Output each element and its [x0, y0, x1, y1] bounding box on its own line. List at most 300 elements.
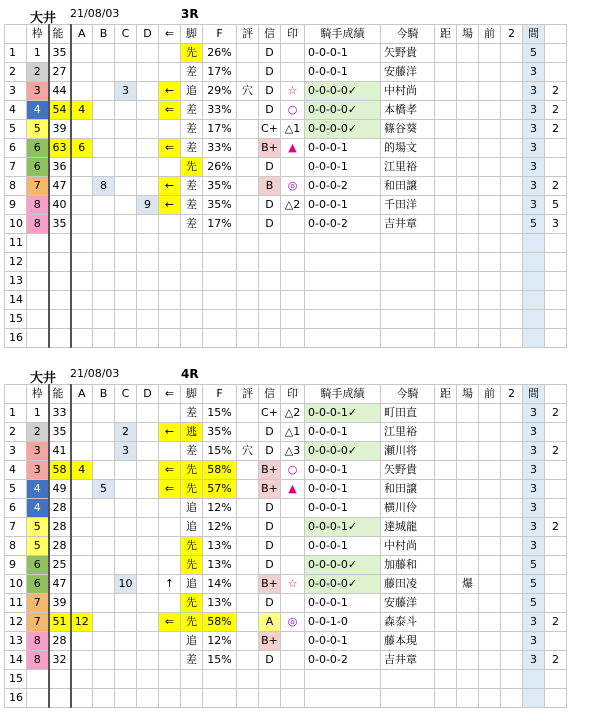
cell-interval: 3 — [523, 518, 545, 537]
cell-extra: 2 — [545, 442, 567, 461]
cell-mark: ▲ — [281, 139, 305, 158]
cell-col-c — [115, 158, 137, 177]
cell-distance — [435, 63, 457, 82]
cell-second — [501, 556, 523, 575]
cell-row-number: 12 — [5, 253, 27, 272]
cell-rating — [237, 101, 259, 120]
cell-course — [457, 689, 479, 708]
table-row — [5, 442, 567, 461]
cell-ability: 39 — [49, 120, 71, 139]
cell-running-style: 差 — [181, 215, 203, 234]
cell-distance — [435, 404, 457, 423]
cell-row-number: 5 — [5, 480, 27, 499]
cell-trust — [259, 689, 281, 708]
table-row — [5, 177, 567, 196]
cell-rating: 穴 — [237, 82, 259, 101]
cell-rating — [237, 651, 259, 670]
cell-interval: 3 — [523, 461, 545, 480]
cell-waku: 3 — [27, 82, 49, 101]
cell-interval — [523, 329, 545, 348]
cell-col-b — [93, 689, 115, 708]
cell-f-rate: 33% — [203, 101, 237, 120]
cell-prev — [479, 177, 501, 196]
cell-distance — [435, 442, 457, 461]
table-row — [5, 63, 567, 82]
cell-trust: D — [259, 158, 281, 177]
cell-col-a — [71, 234, 93, 253]
cell-row-number: 3 — [5, 442, 27, 461]
cell-col-c — [115, 139, 137, 158]
cell-course — [457, 158, 479, 177]
cell-extra — [545, 689, 567, 708]
cell-course — [457, 310, 479, 329]
cell-course — [457, 234, 479, 253]
cell-interval: 3 — [523, 139, 545, 158]
cell-ability: 47 — [49, 575, 71, 594]
cell-prev — [479, 575, 501, 594]
cell-waku: 7 — [27, 177, 49, 196]
cell-distance — [435, 480, 457, 499]
cell-interval: 5 — [523, 44, 545, 63]
cell-jockey: 瀬川将 — [381, 442, 435, 461]
cell-prev — [479, 670, 501, 689]
cell-interval: 3 — [523, 499, 545, 518]
cell-interval: 3 — [523, 120, 545, 139]
cell-col-d — [137, 329, 159, 348]
cell-course — [457, 63, 479, 82]
cell-waku: 5 — [27, 537, 49, 556]
header-col-a: A — [71, 385, 93, 404]
table-row — [5, 689, 567, 708]
cell-second — [501, 177, 523, 196]
cell-extra: 2 — [545, 613, 567, 632]
header-jockey: 今騎 — [381, 25, 435, 44]
cell-col-b — [93, 461, 115, 480]
cell-waku: 7 — [27, 613, 49, 632]
cell-jockey-record — [305, 234, 381, 253]
cell-prev — [479, 651, 501, 670]
cell-ability: 49 — [49, 480, 71, 499]
cell-col-a — [71, 158, 93, 177]
cell-second — [501, 442, 523, 461]
cell-prev — [479, 480, 501, 499]
cell-distance — [435, 139, 457, 158]
cell-running-style: 追 — [181, 518, 203, 537]
header-col-d: D — [137, 25, 159, 44]
cell-col-c — [115, 689, 137, 708]
table-row — [5, 480, 567, 499]
venue-label: 大井 — [30, 371, 57, 386]
cell-ability: 28 — [49, 632, 71, 651]
cell-row-number: 4 — [5, 461, 27, 480]
cell-rating — [237, 272, 259, 291]
cell-distance — [435, 556, 457, 575]
cell-waku: 8 — [27, 215, 49, 234]
cell-col-d — [137, 272, 159, 291]
cell-jockey-record: 0-0-0-2 — [305, 215, 381, 234]
cell-arrow — [159, 632, 181, 651]
cell-rating — [237, 310, 259, 329]
cell-row-number: 16 — [5, 689, 27, 708]
cell-rating — [237, 594, 259, 613]
cell-row-number: 1 — [5, 44, 27, 63]
cell-interval: 3 — [523, 158, 545, 177]
cell-row-number: 7 — [5, 518, 27, 537]
cell-row-number: 8 — [5, 177, 27, 196]
header-col-c: C — [115, 385, 137, 404]
cell-col-a — [71, 291, 93, 310]
cell-col-c — [115, 310, 137, 329]
header-trust: 信 — [259, 25, 281, 44]
cell-col-b — [93, 139, 115, 158]
race-header — [4, 364, 567, 384]
header-waku: 枠 — [27, 385, 49, 404]
table-row — [5, 670, 567, 689]
cell-jockey-record: 0-0-0-0✓ — [305, 556, 381, 575]
cell-waku: 7 — [27, 594, 49, 613]
cell-distance — [435, 310, 457, 329]
cell-f-rate: 12% — [203, 632, 237, 651]
cell-ability — [49, 689, 71, 708]
cell-col-d — [137, 253, 159, 272]
cell-col-c — [115, 291, 137, 310]
cell-jockey: 江里裕 — [381, 158, 435, 177]
cell-jockey — [381, 329, 435, 348]
cell-row-number: 16 — [5, 329, 27, 348]
race-header — [4, 4, 567, 24]
cell-jockey: 的場文 — [381, 139, 435, 158]
cell-jockey: 町田直 — [381, 404, 435, 423]
cell-course — [457, 329, 479, 348]
cell-waku: 8 — [27, 196, 49, 215]
cell-jockey-record — [305, 291, 381, 310]
cell-waku — [27, 272, 49, 291]
cell-running-style — [181, 329, 203, 348]
cell-mark — [281, 651, 305, 670]
cell-distance — [435, 253, 457, 272]
cell-ability: 44 — [49, 82, 71, 101]
table-row — [5, 651, 567, 670]
cell-mark: ☆ — [281, 575, 305, 594]
cell-col-a — [71, 253, 93, 272]
cell-second — [501, 537, 523, 556]
cell-waku — [27, 329, 49, 348]
cell-jockey-record: 0-0-0-1 — [305, 196, 381, 215]
cell-interval: 3 — [523, 177, 545, 196]
cell-distance — [435, 272, 457, 291]
cell-trust: C+ — [259, 404, 281, 423]
cell-distance — [435, 499, 457, 518]
cell-jockey: 達城龍 — [381, 518, 435, 537]
header-ability: 能 — [49, 385, 71, 404]
header-course: 場 — [457, 25, 479, 44]
cell-extra: 5 — [545, 196, 567, 215]
cell-f-rate: 58% — [203, 613, 237, 632]
cell-f-rate: 58% — [203, 461, 237, 480]
cell-interval: 5 — [523, 594, 545, 613]
cell-rating — [237, 423, 259, 442]
cell-rating — [237, 537, 259, 556]
cell-running-style: 差 — [181, 63, 203, 82]
cell-arrow — [159, 689, 181, 708]
cell-jockey-record: 0-0-0-0✓ — [305, 575, 381, 594]
cell-col-a: 12 — [71, 613, 93, 632]
cell-distance — [435, 613, 457, 632]
cell-mark — [281, 158, 305, 177]
date-label: 21/08/03 — [70, 7, 120, 20]
cell-running-style: 先 — [181, 613, 203, 632]
cell-rating — [237, 196, 259, 215]
cell-waku: 2 — [27, 63, 49, 82]
cell-extra — [545, 158, 567, 177]
cell-rating — [237, 670, 259, 689]
cell-course — [457, 215, 479, 234]
cell-col-b — [93, 404, 115, 423]
cell-trust: D — [259, 44, 281, 63]
cell-prev — [479, 689, 501, 708]
header-arrow: ⇐ — [159, 25, 181, 44]
cell-jockey-record: 0-0-0-0✓ — [305, 120, 381, 139]
cell-col-b — [93, 670, 115, 689]
cell-running-style — [181, 310, 203, 329]
cell-rating — [237, 253, 259, 272]
cell-rating — [237, 613, 259, 632]
cell-second — [501, 139, 523, 158]
cell-jockey-record: 0-0-0-1 — [305, 537, 381, 556]
table-row — [5, 215, 567, 234]
cell-mark — [281, 329, 305, 348]
cell-mark — [281, 537, 305, 556]
cell-mark: △2 — [281, 404, 305, 423]
cell-mark: ◎ — [281, 613, 305, 632]
cell-jockey-record — [305, 329, 381, 348]
cell-waku: 3 — [27, 461, 49, 480]
cell-mark — [281, 63, 305, 82]
cell-col-a — [71, 518, 93, 537]
cell-waku — [27, 234, 49, 253]
cell-arrow — [159, 272, 181, 291]
cell-col-d — [137, 404, 159, 423]
cell-jockey: 和田譲 — [381, 480, 435, 499]
cell-col-a — [71, 177, 93, 196]
cell-col-b — [93, 651, 115, 670]
table-row — [5, 556, 567, 575]
cell-row-number: 1 — [5, 404, 27, 423]
cell-ability: 39 — [49, 594, 71, 613]
cell-course: 爆 — [457, 575, 479, 594]
cell-trust — [259, 310, 281, 329]
cell-prev — [479, 461, 501, 480]
table-row — [5, 196, 567, 215]
header-col-b: B — [93, 25, 115, 44]
cell-col-d — [137, 44, 159, 63]
cell-running-style: 差 — [181, 120, 203, 139]
cell-prev — [479, 158, 501, 177]
cell-distance — [435, 651, 457, 670]
cell-ability — [49, 291, 71, 310]
cell-col-c — [115, 234, 137, 253]
cell-f-rate — [203, 272, 237, 291]
cell-col-d — [137, 594, 159, 613]
cell-mark — [281, 518, 305, 537]
cell-arrow: ↑ — [159, 575, 181, 594]
cell-col-d — [137, 499, 159, 518]
cell-ability: 27 — [49, 63, 71, 82]
cell-running-style: 追 — [181, 632, 203, 651]
cell-course — [457, 594, 479, 613]
header-second: 2 — [501, 385, 523, 404]
cell-arrow: ⇐ — [159, 480, 181, 499]
cell-prev — [479, 234, 501, 253]
cell-jockey-record — [305, 689, 381, 708]
cell-arrow — [159, 234, 181, 253]
cell-interval: 5 — [523, 556, 545, 575]
cell-rating — [237, 291, 259, 310]
cell-f-rate: 26% — [203, 44, 237, 63]
cell-second — [501, 404, 523, 423]
cell-course — [457, 613, 479, 632]
cell-extra: 2 — [545, 651, 567, 670]
cell-row-number: 14 — [5, 651, 27, 670]
cell-second — [501, 499, 523, 518]
cell-trust — [259, 234, 281, 253]
cell-interval — [523, 253, 545, 272]
cell-running-style: 差 — [181, 651, 203, 670]
cell-interval: 3 — [523, 651, 545, 670]
cell-col-c — [115, 594, 137, 613]
cell-ability: 25 — [49, 556, 71, 575]
cell-rating — [237, 518, 259, 537]
cell-jockey: 矢野貴 — [381, 44, 435, 63]
cell-jockey: 江里裕 — [381, 423, 435, 442]
cell-second — [501, 670, 523, 689]
cell-f-rate: 35% — [203, 196, 237, 215]
cell-f-rate — [203, 689, 237, 708]
table-row — [5, 329, 567, 348]
cell-prev — [479, 632, 501, 651]
cell-jockey — [381, 689, 435, 708]
cell-col-d — [137, 518, 159, 537]
cell-jockey: 吉井章 — [381, 215, 435, 234]
cell-prev — [479, 101, 501, 120]
cell-extra — [545, 670, 567, 689]
header-ability: 能 — [49, 25, 71, 44]
cell-rating — [237, 632, 259, 651]
cell-arrow — [159, 329, 181, 348]
cell-trust: B+ — [259, 461, 281, 480]
cell-f-rate: 26% — [203, 158, 237, 177]
cell-jockey-record: 0-0-0-1 — [305, 44, 381, 63]
header-running-style: 脚 — [181, 25, 203, 44]
cell-course — [457, 632, 479, 651]
cell-extra — [545, 537, 567, 556]
cell-ability: 35 — [49, 44, 71, 63]
cell-row-number: 10 — [5, 575, 27, 594]
table-row — [5, 139, 567, 158]
cell-interval: 3 — [523, 480, 545, 499]
cell-col-c — [115, 253, 137, 272]
cell-jockey: 本橋孝 — [381, 101, 435, 120]
cell-row-number: 14 — [5, 291, 27, 310]
cell-ability: 33 — [49, 404, 71, 423]
cell-arrow — [159, 499, 181, 518]
cell-course — [457, 44, 479, 63]
cell-trust: D — [259, 518, 281, 537]
cell-f-rate: 15% — [203, 651, 237, 670]
cell-ability: 28 — [49, 518, 71, 537]
race-table-3r — [4, 4, 567, 348]
cell-ability: 54 — [49, 101, 71, 120]
cell-mark — [281, 556, 305, 575]
cell-jockey-record — [305, 310, 381, 329]
cell-second — [501, 651, 523, 670]
table-row — [5, 272, 567, 291]
cell-course — [457, 82, 479, 101]
cell-jockey — [381, 234, 435, 253]
cell-col-b — [93, 101, 115, 120]
cell-col-c — [115, 215, 137, 234]
cell-course — [457, 272, 479, 291]
cell-f-rate: 35% — [203, 423, 237, 442]
cell-col-b — [93, 537, 115, 556]
cell-jockey — [381, 272, 435, 291]
cell-course — [457, 556, 479, 575]
cell-f-rate: 17% — [203, 120, 237, 139]
cell-mark: △1 — [281, 423, 305, 442]
cell-row-number: 11 — [5, 234, 27, 253]
cell-f-rate: 15% — [203, 442, 237, 461]
header-f-rate: F — [203, 385, 237, 404]
cell-f-rate — [203, 291, 237, 310]
cell-col-b — [93, 234, 115, 253]
cell-f-rate: 17% — [203, 215, 237, 234]
cell-col-d — [137, 423, 159, 442]
cell-col-a — [71, 480, 93, 499]
cell-running-style: 差 — [181, 139, 203, 158]
cell-trust: D — [259, 101, 281, 120]
header-jockey-record: 騎手成績 — [305, 25, 381, 44]
cell-col-c: 2 — [115, 423, 137, 442]
cell-mark — [281, 499, 305, 518]
cell-f-rate — [203, 670, 237, 689]
cell-trust: D — [259, 423, 281, 442]
cell-ability — [49, 272, 71, 291]
cell-f-rate: 35% — [203, 177, 237, 196]
cell-jockey: 中村尚 — [381, 82, 435, 101]
cell-jockey-record: 0-0-0-1 — [305, 158, 381, 177]
cell-col-a — [71, 670, 93, 689]
cell-extra: 2 — [545, 101, 567, 120]
cell-extra: 2 — [545, 404, 567, 423]
cell-col-d — [137, 670, 159, 689]
cell-rating — [237, 158, 259, 177]
cell-f-rate: 15% — [203, 404, 237, 423]
cell-arrow — [159, 518, 181, 537]
cell-rating — [237, 63, 259, 82]
cell-extra — [545, 423, 567, 442]
cell-extra — [545, 556, 567, 575]
cell-waku — [27, 291, 49, 310]
cell-second — [501, 632, 523, 651]
cell-row-number: 9 — [5, 556, 27, 575]
cell-row-number: 15 — [5, 670, 27, 689]
cell-col-b: 5 — [93, 480, 115, 499]
cell-f-rate: 17% — [203, 63, 237, 82]
cell-prev — [479, 423, 501, 442]
cell-col-d — [137, 215, 159, 234]
table-row — [5, 101, 567, 120]
cell-prev — [479, 215, 501, 234]
